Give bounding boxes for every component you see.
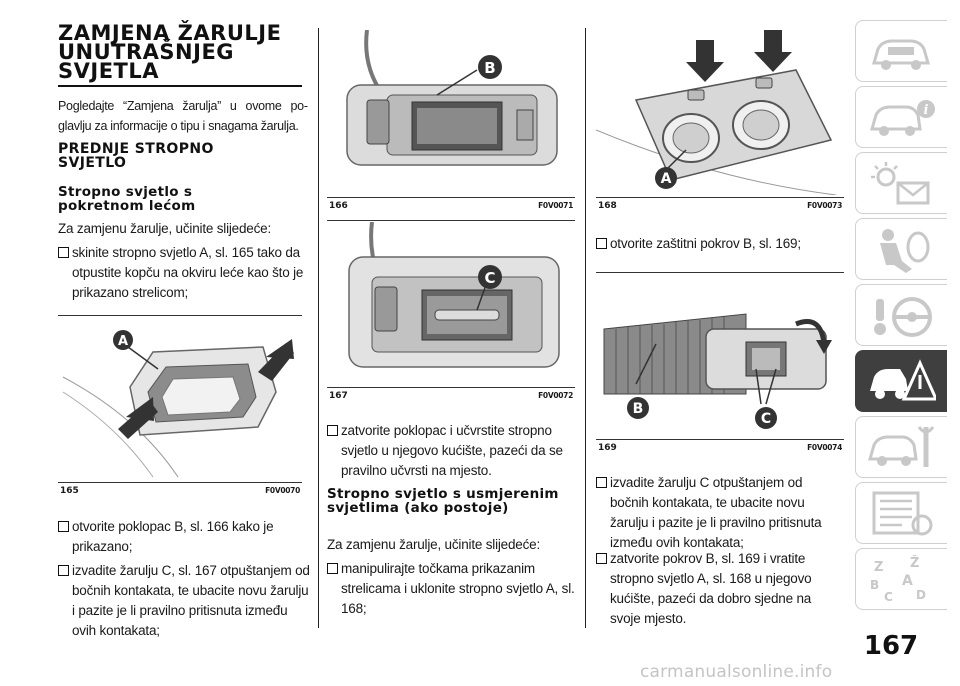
sub2-intro: Za zamjenu žarulje, učinite slijedeće:: [327, 537, 541, 552]
warning-lights-icon: [866, 159, 936, 209]
page-number: 167: [863, 631, 919, 661]
tab-alphabetical-index[interactable]: [855, 548, 947, 610]
column-divider-1: [318, 28, 319, 628]
figure-caption: 168 F0V0073: [596, 197, 844, 213]
step-item: zatvorite pokrov B, sl. 169 i vratite stropno svjetlo A, sl. 168 u njegovo kućište, pazeći da dobro sjedne na svoje mjesto.: [596, 549, 844, 629]
figure-frame: [596, 272, 844, 273]
ceiling-light-bulb-illustration: [327, 222, 575, 387]
svg-text:Z: Z: [874, 560, 884, 575]
checkbox-bullet-icon: [596, 553, 607, 564]
ceiling-light-open-cover-illustration: [327, 30, 575, 195]
step-item: otvorite zaštitni pokrov B, sl. 169;: [596, 234, 844, 254]
subsection-heading-2: Stropno svjetlo s usmjerenim svjetlima (ako postoje): [327, 486, 559, 516]
figure-168: [596, 30, 844, 213]
label-a-badge: [112, 329, 134, 351]
figure-caption: 167 F0V0072: [327, 387, 575, 403]
svg-text:Ž: Ž: [910, 556, 920, 571]
ceiling-light-lens-illustration: [58, 317, 302, 482]
checkbox-bullet-icon: [327, 425, 338, 436]
tab-car-service[interactable]: [855, 416, 947, 478]
step-item: zatvorite poklopac i učvrstite stropno svjetlo u njegovo kućište, pazeći da se pravilno učvrsti na mjesto.: [327, 421, 575, 481]
tab-steering-key[interactable]: [855, 284, 947, 346]
label-b-badge: [626, 396, 650, 420]
figure-167: [327, 220, 575, 403]
svg-text:C: C: [884, 590, 893, 604]
alphabetical-index-icon: [866, 555, 936, 605]
tab-warning-lights[interactable]: [855, 152, 947, 214]
steering-key-icon: [866, 291, 936, 341]
tab-technical-data[interactable]: [855, 482, 947, 544]
svg-text:A: A: [117, 334, 129, 349]
sub1-intro: Za zamjenu žarulje, učinite slijedeće:: [58, 221, 272, 236]
svg-text:C: C: [760, 411, 772, 427]
figure-165: [58, 315, 302, 498]
figure-169: [596, 272, 844, 455]
figure-166: [327, 30, 575, 213]
step-item: izvadite žarulju C otpuštanjem od bočnih kontakata, te ubacite novu žarulju i pazite je li pravilno pritisnuta između ovih kontakata;: [596, 473, 844, 553]
title-rule: [58, 85, 302, 87]
column-divider-2: [585, 28, 586, 628]
technical-data-icon: [866, 489, 936, 539]
spot-lights-illustration: [596, 30, 844, 195]
figure-caption: 166 F0V0071: [327, 197, 575, 213]
page-title: ZAMJENA ŽARULJE UNUTRAŠNJEG SVJETLA: [58, 21, 282, 83]
svg-text:A: A: [902, 573, 913, 589]
svg-text:B: B: [484, 59, 496, 77]
svg-text:C: C: [484, 269, 496, 287]
step-item: manipulirajte točkama prikazanim strelicama i uklonite stropno svjetlo A, sl. 168;: [327, 559, 575, 619]
figure-caption: 165 F0V0070: [58, 482, 302, 498]
checkbox-bullet-icon: [58, 521, 69, 532]
car-info-icon: [866, 93, 936, 143]
checkbox-bullet-icon: [596, 477, 607, 488]
svg-text:A: A: [660, 171, 672, 187]
subsection-heading-1: Stropno svjetlo s pokretnom lećom: [58, 184, 196, 214]
step-item: izvadite žarulju C, sl. 167 otpuštanjem od bočnih kontakata, te ubacite novu žarulju i pazite je li pravilno pritisnuta između ovih kontakata;: [58, 561, 310, 641]
label-b-badge: [477, 54, 503, 80]
figure-caption: 169 F0V0074: [596, 439, 844, 455]
checkbox-bullet-icon: [58, 247, 69, 258]
intro-text: Pogledajte “Zamjena žarulja” u ovome poglavlju za informacije o tipu i snagama žarulja.: [58, 99, 308, 133]
watermark: carmanualsonline.info: [640, 662, 833, 682]
svg-text:B: B: [632, 401, 644, 417]
airbag-seat-icon: [866, 225, 936, 275]
step-item: otvorite poklopac B, sl. 166 kako je prikazano;: [58, 517, 310, 557]
section-heading: PREDNJE STROPNO SVJETLO: [58, 141, 214, 171]
step-item: skinite stropno svjetlo A, sl. 165 tako da otpustite kopču na okviru leće kao što je prikazano strelicom;: [58, 243, 310, 303]
label-c-badge: [754, 406, 778, 430]
figure-frame: [58, 315, 302, 316]
checkbox-bullet-icon: [327, 563, 338, 574]
tab-breakdown-warning[interactable]: [855, 350, 947, 412]
label-a-badge: [654, 166, 678, 190]
tab-airbag-seat[interactable]: [855, 218, 947, 280]
figure-frame: [327, 220, 575, 221]
label-c-badge: [477, 264, 503, 290]
breakdown-warning-icon: [866, 357, 936, 407]
car-dashboard-icon: [866, 27, 936, 77]
svg-text:D: D: [916, 588, 926, 602]
checkbox-bullet-icon: [58, 565, 69, 576]
tab-car-dashboard[interactable]: [855, 20, 947, 82]
checkbox-bullet-icon: [596, 238, 607, 249]
car-service-icon: [866, 423, 936, 473]
svg-text:B: B: [870, 578, 880, 592]
tab-car-info[interactable]: [855, 86, 947, 148]
svg-text:i: i: [923, 103, 929, 118]
